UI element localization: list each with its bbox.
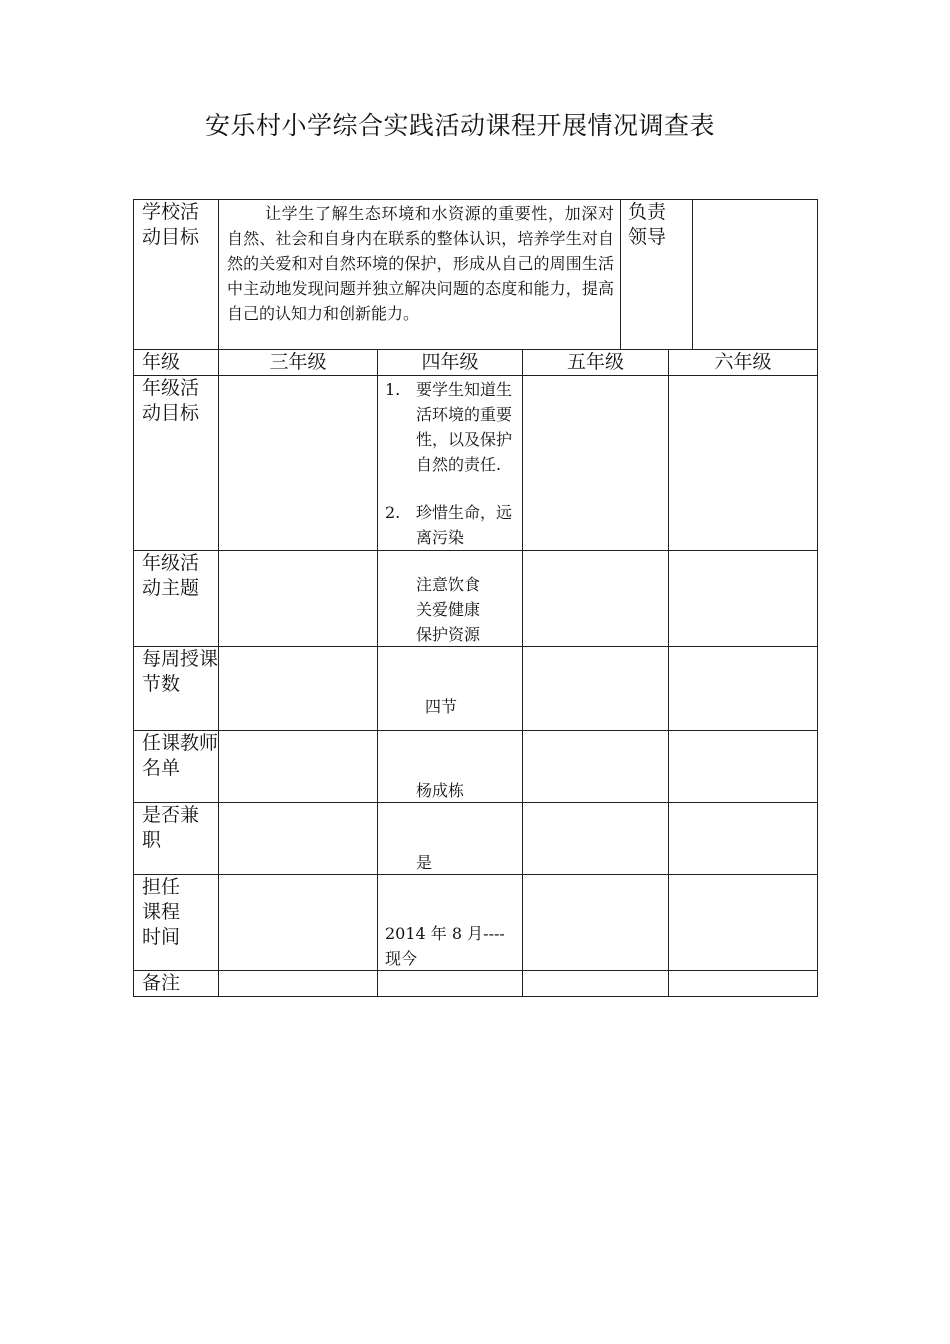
grade-6-header: 六年级	[714, 351, 772, 373]
grade-4-weekly-lessons: 四节	[425, 697, 458, 716]
row-label-part-time: 是否兼职	[142, 804, 200, 851]
row-label-grade-goal: 年级活动目标	[142, 377, 200, 424]
school-goal-text: 让学生了解生态环境和水资源的重要性，加深对自然、社会和自身内在联系的整体认识，培养学生对自然的关爱和对自然环境的保护，形成从自己的周围生活中主动地发现问题并独立解决问题的态度和能力，提高自己的认知力和创新能力。	[227, 204, 614, 323]
table-rule	[133, 874, 818, 875]
page-title: 安乐村小学综合实践活动课程开展情况调查表	[204, 111, 715, 140]
grade-4-goal-item	[385, 377, 517, 477]
table-rule	[522, 349, 523, 997]
table-rule	[133, 375, 818, 376]
grade-4-part-time: 是	[416, 853, 433, 872]
table-rule	[668, 349, 669, 997]
leader-label: 负责领导	[628, 201, 667, 248]
table-rule	[218, 199, 219, 997]
school-goal-label: 学校活动目标	[142, 201, 200, 248]
grade-5-header: 五年级	[566, 351, 624, 373]
table-border-top	[133, 199, 818, 200]
row-label-weekly-lessons: 每周授课节数	[142, 648, 219, 695]
grade-header-label: 年级	[142, 351, 181, 373]
list-number: 1.	[385, 380, 401, 399]
grade-3-header: 三年级	[269, 351, 327, 373]
table-rule	[620, 199, 621, 350]
table-rule	[133, 550, 818, 551]
table-rule	[692, 199, 693, 350]
grade-4-goal-text: 珍惜生命，远离污染	[416, 503, 513, 547]
row-label-grade-theme: 年级活动主题	[142, 552, 200, 599]
grade-4-theme: 注意饮食 关爱健康 保护资源	[416, 575, 481, 644]
row-label-remarks: 备注	[142, 972, 181, 994]
grade-4-course-period: 2014 年 8 月----现今	[385, 924, 505, 968]
row-label-teacher-list: 任课教师名单	[142, 732, 219, 779]
table-border-right	[817, 199, 818, 997]
table-border-left	[133, 199, 134, 997]
row-label-course-period: 担任课程时间	[142, 876, 181, 948]
list-number: 2.	[385, 503, 401, 522]
grade-4-teacher: 杨成栋	[416, 781, 465, 800]
table-rule	[133, 730, 818, 731]
grade-4-header: 四年级	[421, 351, 479, 373]
table-rule	[377, 349, 378, 997]
grade-4-goal-item	[385, 500, 517, 550]
table-border-bottom	[133, 996, 818, 997]
table-rule	[133, 802, 818, 803]
grade-4-goal-text: 要学生知道生活环境的重要性，以及保护自然的责任.	[416, 380, 513, 474]
